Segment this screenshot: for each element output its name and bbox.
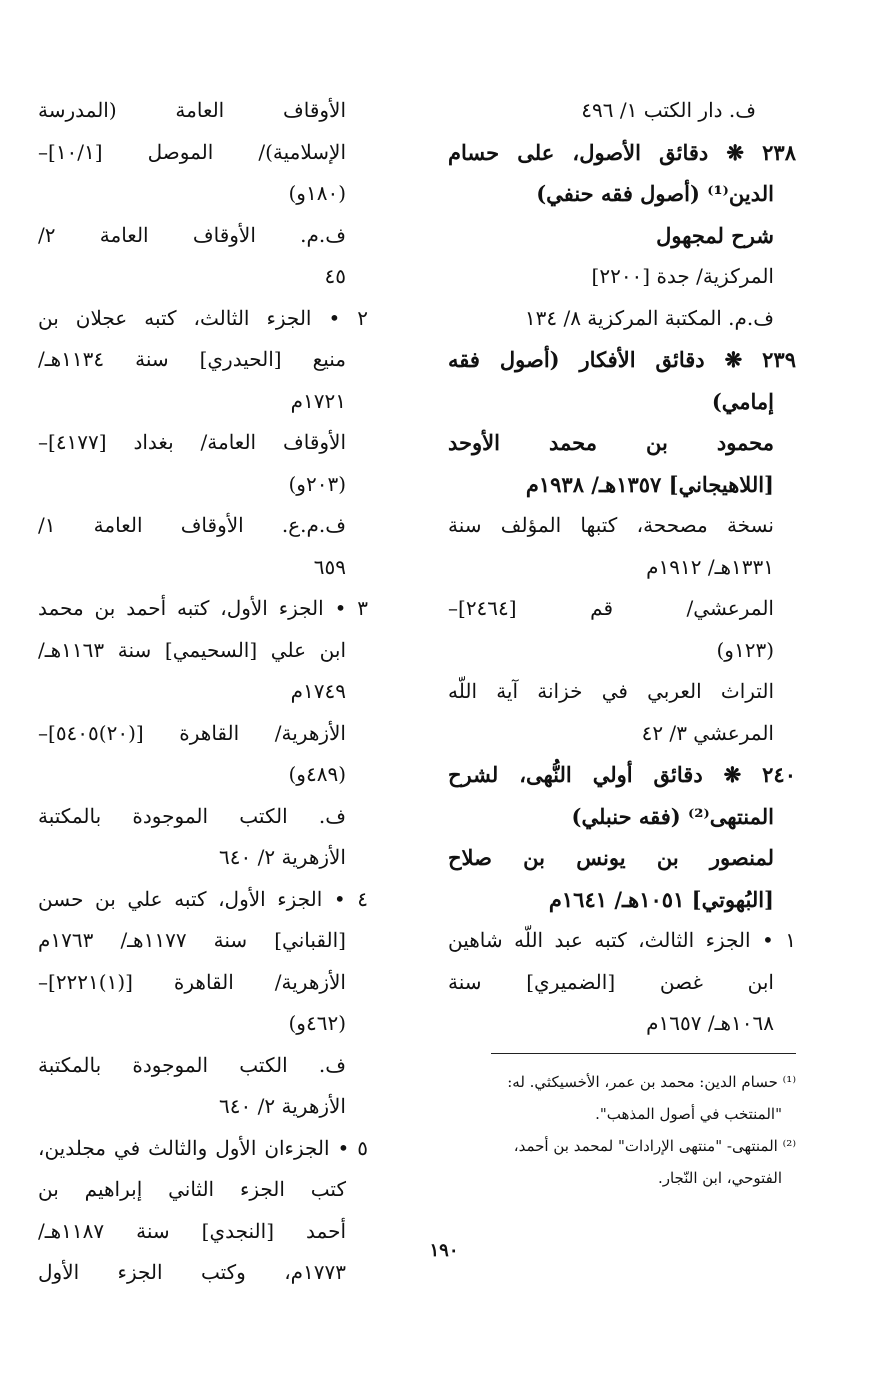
text-line: الدين⁽¹⁾ (أصول فقه حنفي)	[536, 181, 774, 206]
footnote-line: ⁽¹⁾ حسام الدين: محمد بن عمر، الأخسيكثي. له:	[507, 1073, 796, 1091]
text-line: إمامي)	[711, 388, 774, 414]
text-line: لمنصور بن يونس بن صلاح	[448, 845, 774, 870]
text-line: ١ • الجزء الثالث، كتبه عبد اللّه شاهين	[448, 928, 796, 952]
text-line: شرح لمجهول	[656, 222, 774, 248]
text-line: (٤٨٩و)	[288, 762, 346, 786]
page-number: ١٩٠	[429, 1240, 459, 1261]
footnote-separator	[491, 1053, 796, 1054]
text-line: الأوقاف العامة/ بغداد [٤١٧٧]–	[38, 430, 346, 454]
text-line: الأزهرية/ القاهرة [(٢٠)٥٤٠٥]–	[38, 720, 346, 745]
text-line: الإسلامية)/ الموصل [١٠/١]–	[38, 139, 346, 164]
text-line: ف.م. المكتبة المركزية ٨/ ١٣٤	[524, 305, 774, 330]
text-line: ١٧٤٩م	[290, 679, 346, 703]
text-line: ٢٣٨ ❋ دقائق الأصول، على حسام	[448, 139, 796, 165]
text-line: ٤٥	[324, 264, 346, 288]
text-line: ٢٣٩ ❋ دقائق الأفكار (أصول فقه	[448, 347, 796, 372]
text-line: ٤ • الجزء الأول، كتبه علي بن حسن	[38, 886, 368, 911]
text-line: الأزهرية ٢/ ٦٤٠	[219, 1094, 346, 1118]
text-line: ابن غصن [الضميري] سنة	[448, 969, 774, 994]
right-column	[448, 90, 796, 1045]
text-line: ف. الكتب الموجودة بالمكتبة	[38, 803, 346, 828]
text-line: كتب الجزء الثاني إبراهيم بن	[38, 1177, 346, 1201]
text-line: [القباني] سنة ١١٧٧هـ/ ١٧٦٣م	[38, 928, 346, 952]
text-line: ٣ • الجزء الأول، كتبه أحمد بن محمد	[38, 596, 368, 620]
text-line: منيع [الحيدري] سنة ١١٣٤هـ/	[38, 347, 346, 371]
text-line: الأزهرية ٢/ ٦٤٠	[219, 845, 346, 869]
text-line: الأوقاف العامة (المدرسة	[38, 98, 346, 122]
text-line: الأزهرية/ القاهرة [(١)٢٢٢١]–	[38, 969, 346, 994]
text-line: التراث العربي في خزانة آية اللّه	[448, 679, 774, 703]
text-line: المركزية/ جدة [٢٢٠٠]	[591, 264, 774, 288]
text-line: محمود بن محمد الأوحد	[448, 430, 774, 455]
text-line: ٢٤٠ ❋ دقائق أولي النُّهى، لشرح	[448, 762, 796, 787]
text-line: [البُهوتي] ١٠٥١هـ/ ١٦٤١م	[548, 886, 774, 912]
footnotes	[448, 1066, 796, 1194]
text-line: المرعشي/ قم [٢٤٦٤]–	[448, 596, 774, 620]
text-line: ١٣٣١هـ/ ١٩١٢م	[646, 554, 774, 579]
text-line: أحمد [النجدي] سنة ١١٨٧هـ/	[38, 1218, 346, 1243]
text-line: (١٢٣و)	[716, 637, 774, 662]
text-line: المنتهى⁽²⁾ (فقه حنبلي)	[571, 803, 774, 829]
text-line: نسخة مصححة، كتبها المؤلف سنة	[448, 513, 774, 537]
text-line: ف.م. الأوقاف العامة ٢/	[38, 222, 346, 247]
text-line: (٢٠٣و)	[288, 471, 346, 496]
text-line: [اللاهيجاني] ١٣٥٧هـ/ ١٩٣٨م	[525, 471, 774, 497]
footnote-line: ⁽²⁾ المنتهى- "منتهى الإرادات" لمحمد بن أحمد،	[513, 1137, 796, 1155]
text-line: ابن علي [السحيمي] سنة ١١٦٣هـ/	[38, 637, 346, 662]
text-line: ٦٥٩	[313, 554, 346, 579]
footnote-line: "المنتخب في أصول المذهب".	[595, 1105, 782, 1123]
text-line: المرعشي ٣/ ٤٢	[641, 720, 774, 745]
text-line: ١٧٢١م	[290, 388, 346, 413]
text-line: ف.م.ع. الأوقاف العامة ١/	[38, 513, 346, 537]
text-line: ف. الكتب الموجودة بالمكتبة	[38, 1052, 346, 1077]
text-line: ٢ • الجزء الثالث، كتبه عجلان بن	[38, 305, 368, 330]
text-line: ١٠٦٨هـ/ ١٦٥٧م	[646, 1011, 774, 1035]
text-line: (٤٦٢و)	[288, 1011, 346, 1035]
text-line: ١٧٧٣م، وكتب الجزء الأول	[38, 1260, 346, 1284]
text-line: ف. دار الكتب ١/ ٤٩٦	[581, 98, 756, 122]
left-column	[38, 90, 368, 1294]
text-line: (١٨٠و)	[288, 181, 346, 205]
text-line: ٥ • الجزءان الأول والثالث في مجلدين،	[38, 1135, 368, 1160]
footnote-line: الفتوحي، ابن النّجار.	[657, 1169, 782, 1187]
